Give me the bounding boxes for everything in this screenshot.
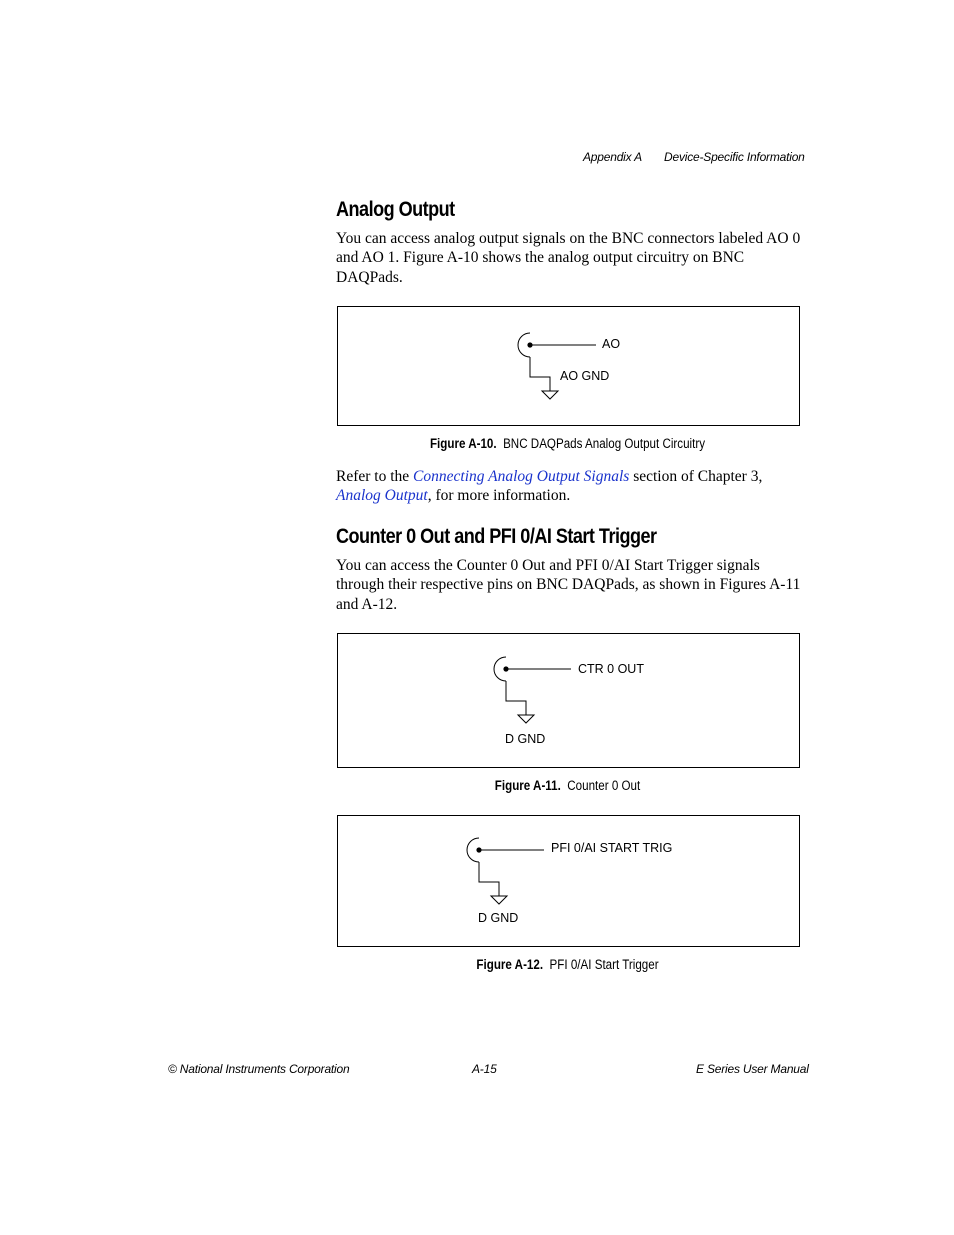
ctr-ground-label: D GND <box>505 732 546 746</box>
figure-a11-number: Figure A-11. <box>494 778 561 793</box>
figure-a10-title: BNC DAQPads Analog Output Circuitry <box>503 436 706 451</box>
counter-heading: Counter 0 Out and PFI 0/AI Start Trigger <box>336 525 657 548</box>
ground-wire <box>479 862 499 896</box>
connecting-analog-output-link[interactable]: Connecting Analog Output Signals <box>413 468 630 485</box>
figure-a10-caption <box>369 436 765 451</box>
bnc-connector-diagram-ao <box>338 307 799 425</box>
header-title: Device-Specific Information <box>664 150 805 164</box>
figure-a12-caption <box>369 957 765 972</box>
pfi-signal-label: PFI 0/AI START TRIG <box>551 841 673 855</box>
analog-output-heading: Analog Output <box>336 198 455 221</box>
ao-ground-label: AO GND <box>560 369 610 383</box>
figure-a11-caption <box>369 778 765 793</box>
ao-signal-label: AO <box>602 337 621 351</box>
bnc-connector-diagram-pfi <box>338 816 799 946</box>
refer-prefix: Refer to the <box>336 468 414 485</box>
header-section: Appendix A <box>583 150 642 164</box>
analog-output-link[interactable]: Analog Output <box>336 487 428 505</box>
figure-a11 <box>337 633 800 768</box>
refer-suffix: , for more information. <box>427 487 571 505</box>
ground-symbol-icon <box>518 715 534 723</box>
refer-middle: section of Chapter 3, <box>629 468 763 485</box>
counter-intro: You can access the Counter 0 Out and PFI 0/AI Start Trigger signals through their respective pins on BNC DAQPads, as shown in Figures A-11 and A-12. <box>336 557 801 613</box>
figure-a10 <box>337 306 800 426</box>
ground-symbol-icon <box>491 896 507 904</box>
ground-wire <box>506 681 526 715</box>
ground-wire <box>530 357 550 391</box>
footer-right: E Series User Manual <box>696 1062 809 1076</box>
figure-a12-number: Figure A-12. <box>476 957 544 972</box>
footer-left: © National Instruments Corporation <box>168 1062 350 1076</box>
bnc-connector-diagram-ctr <box>338 634 799 767</box>
pfi-ground-label: D GND <box>478 911 519 925</box>
analog-output-intro: You can access analog output signals on the BNC connectors labeled AO 0 and AO 1. Figure A-10 shows the analog output circuitry on BNC DAQPads. <box>336 230 801 286</box>
figure-a12 <box>337 815 800 947</box>
footer-page-number: A-15 <box>472 1062 497 1076</box>
figure-a12-title: PFI 0/AI Start Trigger <box>549 957 659 972</box>
ctr-signal-label: CTR 0 OUT <box>578 662 644 676</box>
figure-a10-number: Figure A-10. <box>429 436 497 451</box>
ground-symbol-icon <box>542 391 558 399</box>
refer-paragraph <box>336 467 806 506</box>
figure-a11-title: Counter 0 Out <box>567 778 641 793</box>
